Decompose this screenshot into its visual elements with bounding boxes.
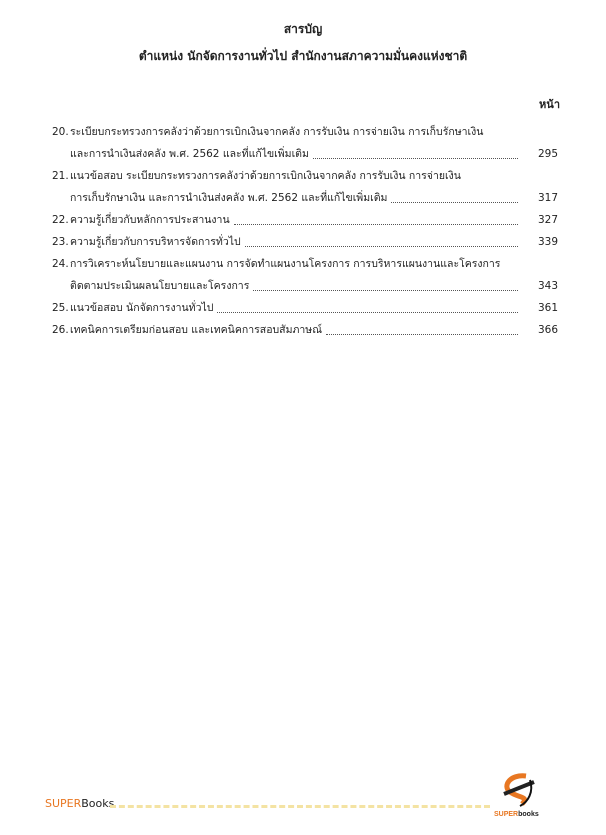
entry-title: การวิเคราะห์นโยบายและแผนงาน การจัดทำแผนงานโครงการ การบริหารแผนงานและโครงการ [70, 258, 501, 270]
toc-entry-line[interactable] [52, 187, 558, 209]
toc-entry-line[interactable] [52, 209, 558, 231]
toc-entry-line[interactable] [52, 297, 558, 319]
entry-number: 26. [52, 324, 69, 336]
leader-dots [234, 209, 518, 231]
footer-brand [45, 797, 114, 810]
brand-prefix: SUPER [45, 797, 82, 810]
toc-entry-line[interactable] [52, 253, 558, 275]
toc-subtitle: ตำแหน่ง นักจัดการงานทั่วไป สำนักงานสภาความมั่นคงแห่งชาติ [138, 49, 468, 63]
entry-title: ความรู้เกี่ยวกับหลักการประสานงาน [70, 214, 230, 226]
entry-title: ติดตามประเมินผลนโยบายและโครงการ [70, 280, 250, 292]
leader-dots [253, 275, 518, 297]
entry-title: การเก็บรักษาเงิน และการนำเงินส่งคลัง พ.ศ. 2562 และที่แก้ไขเพิ่มเติม [70, 192, 388, 204]
entry-number: 23. [52, 236, 69, 248]
svg-text:SUPERbooks: SUPERbooks [494, 811, 539, 818]
entry-number: 25. [52, 302, 69, 314]
entry-title: ความรู้เกี่ยวกับการบริหารจัดการทั่วไป [70, 236, 241, 248]
leader-dots [391, 187, 518, 209]
toc-entry-line[interactable] [52, 275, 558, 297]
leader-dots [313, 143, 518, 165]
entry-number: 21. [52, 170, 69, 182]
entry-page: 339 [537, 236, 558, 248]
entry-number: 22. [52, 214, 69, 226]
entry-page: 295 [537, 148, 558, 160]
entry-title: แนวข้อสอบ ระเบียบกระทรวงการคลังว่าด้วยการเบิกเงินจากคลัง การรับเงิน การจ่ายเงิน [70, 170, 461, 182]
brand-suffix: Books [81, 797, 115, 810]
toc-entry-line[interactable] [52, 165, 558, 187]
entry-page: 317 [537, 192, 558, 204]
superbooks-logo-icon [490, 772, 546, 818]
entry-title: ระเบียบกระทรวงการคลังว่าด้วยการเบิกเงินจากคลัง การรับเงิน การจ่ายเงิน การเก็บรักษาเงิน [70, 126, 484, 138]
entry-page: 366 [537, 324, 558, 336]
toc-entry-line[interactable] [52, 121, 558, 143]
toc-title: สารบัญ [283, 22, 323, 36]
entry-page: 327 [537, 214, 558, 226]
leader-dots [326, 319, 518, 341]
entry-page: 361 [537, 302, 558, 314]
leader-dots [245, 231, 518, 253]
toc-entry-line[interactable] [52, 143, 558, 165]
entry-page: 343 [537, 280, 558, 292]
entry-title: และการนำเงินส่งคลัง พ.ศ. 2562 และที่แก้ไขเพิ่มเติม [70, 148, 309, 160]
entry-title: เทคนิคการเตรียมก่อนสอบ และเทคนิคการสอบสัมภาษณ์ [70, 324, 322, 336]
entry-number: 24. [52, 258, 69, 270]
indent [52, 187, 70, 209]
entry-title: แนวข้อสอบ นักจัดการงานทั่วไป [70, 302, 214, 314]
indent [52, 275, 70, 297]
toc-entry-line[interactable] [52, 319, 558, 341]
leader-dots [217, 297, 518, 319]
toc-list [52, 121, 558, 341]
entry-number: 20. [52, 126, 69, 138]
footer-rule [110, 805, 490, 808]
indent [52, 143, 70, 165]
page-column-header: หน้า [539, 98, 560, 111]
toc-entry-line[interactable] [52, 231, 558, 253]
